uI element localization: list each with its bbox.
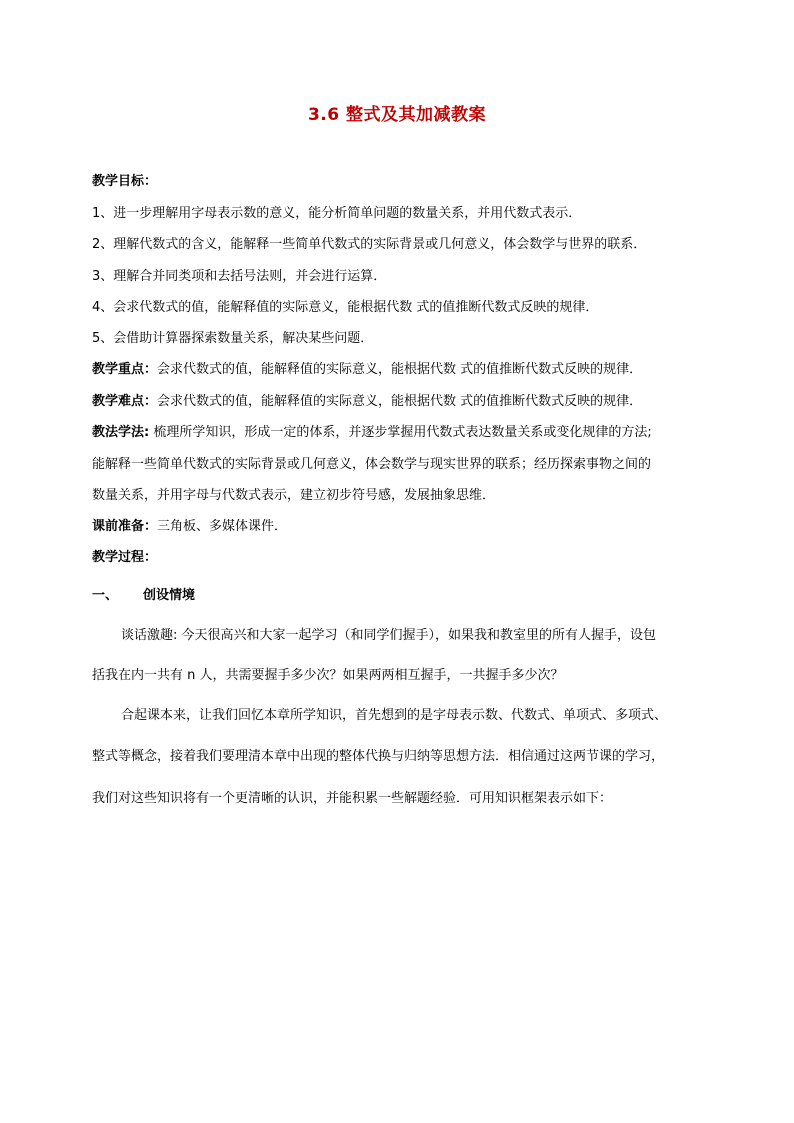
objective-item-2: 2、理解代数式的含义，能解释一些简单代数式的实际背景或几何意义，体会数学与世界的联系．: [92, 237, 647, 252]
preparation-text: 三角板、多媒体课件．: [157, 519, 288, 534]
section-title: 创设情境: [143, 588, 196, 603]
key-point-label: 教学重点：: [92, 362, 158, 377]
key-point-text: 会求代数式的值，能解释值的实际意义，能根据代数 式的值推断代数式反映的规律．: [157, 362, 643, 377]
intro-line-1: [121, 627, 701, 645]
objective-item-1: 1、进一步理解用字母表示数的意义，能分析简单问题的数量关系，并用代数式表示．: [92, 206, 582, 221]
review-line-3: 我们对这些知识将有一个更清晰的认识，并能积累一些解题经验．可用知识框架表示如下：: [92, 791, 613, 806]
objective-item-5: 5、会借助计算器探索数量关系，解决某些问题．: [92, 331, 374, 346]
objectives-heading: 教学目标：: [92, 174, 158, 189]
objective-item-4: 4、会求代数式的值，能解释值的实际意义，能根据代数 式的值推断代数式反映的规律．: [92, 300, 599, 315]
page-title: 3.6 整式及其加减教案: [307, 105, 487, 125]
methods-text-1: 梳理所学知识，形成一定的体系，并逐步掌握用代数式表达数量关系或变化规律的方法;: [149, 425, 652, 440]
methods-label: 教法学法:: [92, 425, 150, 440]
methods-line-1: [92, 424, 722, 442]
intro-text-1: 今天很高兴和大家一起学习（和同学们握手），如果我和教室里的所有人握手，设包: [177, 628, 657, 643]
intro-label: 谈话激趣:: [121, 628, 178, 643]
difficult-point-text: 会求代数式的值，能解释值的实际意义，能根据代数 式的值推断代数式反映的规律．: [157, 394, 643, 409]
objective-item-3: 3、理解合并同类项和去括号法则，并会进行运算．: [92, 269, 387, 284]
section-number: 一、: [92, 588, 119, 603]
intro-line-2: 括我在内一共有 n 人，共需要握手多少次？如果两两相互握手，一共握手多少次？: [92, 668, 564, 683]
process-heading: 教学过程：: [92, 550, 158, 565]
difficult-point: [92, 393, 722, 411]
key-point: [92, 361, 722, 379]
preparation: [92, 518, 722, 536]
methods-line-3: 数量关系，并用字母与代数式表示，建立初步符号感，发展抽象思维．: [92, 488, 496, 503]
methods-line-2: 能解释一些简单代数式的实际背景或几何意义，体会数学与现实世界的联系；经历探索事物之间的: [92, 457, 652, 472]
preparation-label: 课前准备：: [92, 519, 158, 534]
review-line-1: 合起课本来，让我们回忆本章所学知识，首先想到的是字母表示数、代数式、单项式、多项式、: [121, 708, 668, 723]
review-line-2: 整式等概念，接着我们要理清本章中出现的整体代换与归纳等思想方法．相信通过这两节课的学习，: [92, 749, 665, 764]
difficult-point-label: 教学难点：: [92, 394, 158, 409]
